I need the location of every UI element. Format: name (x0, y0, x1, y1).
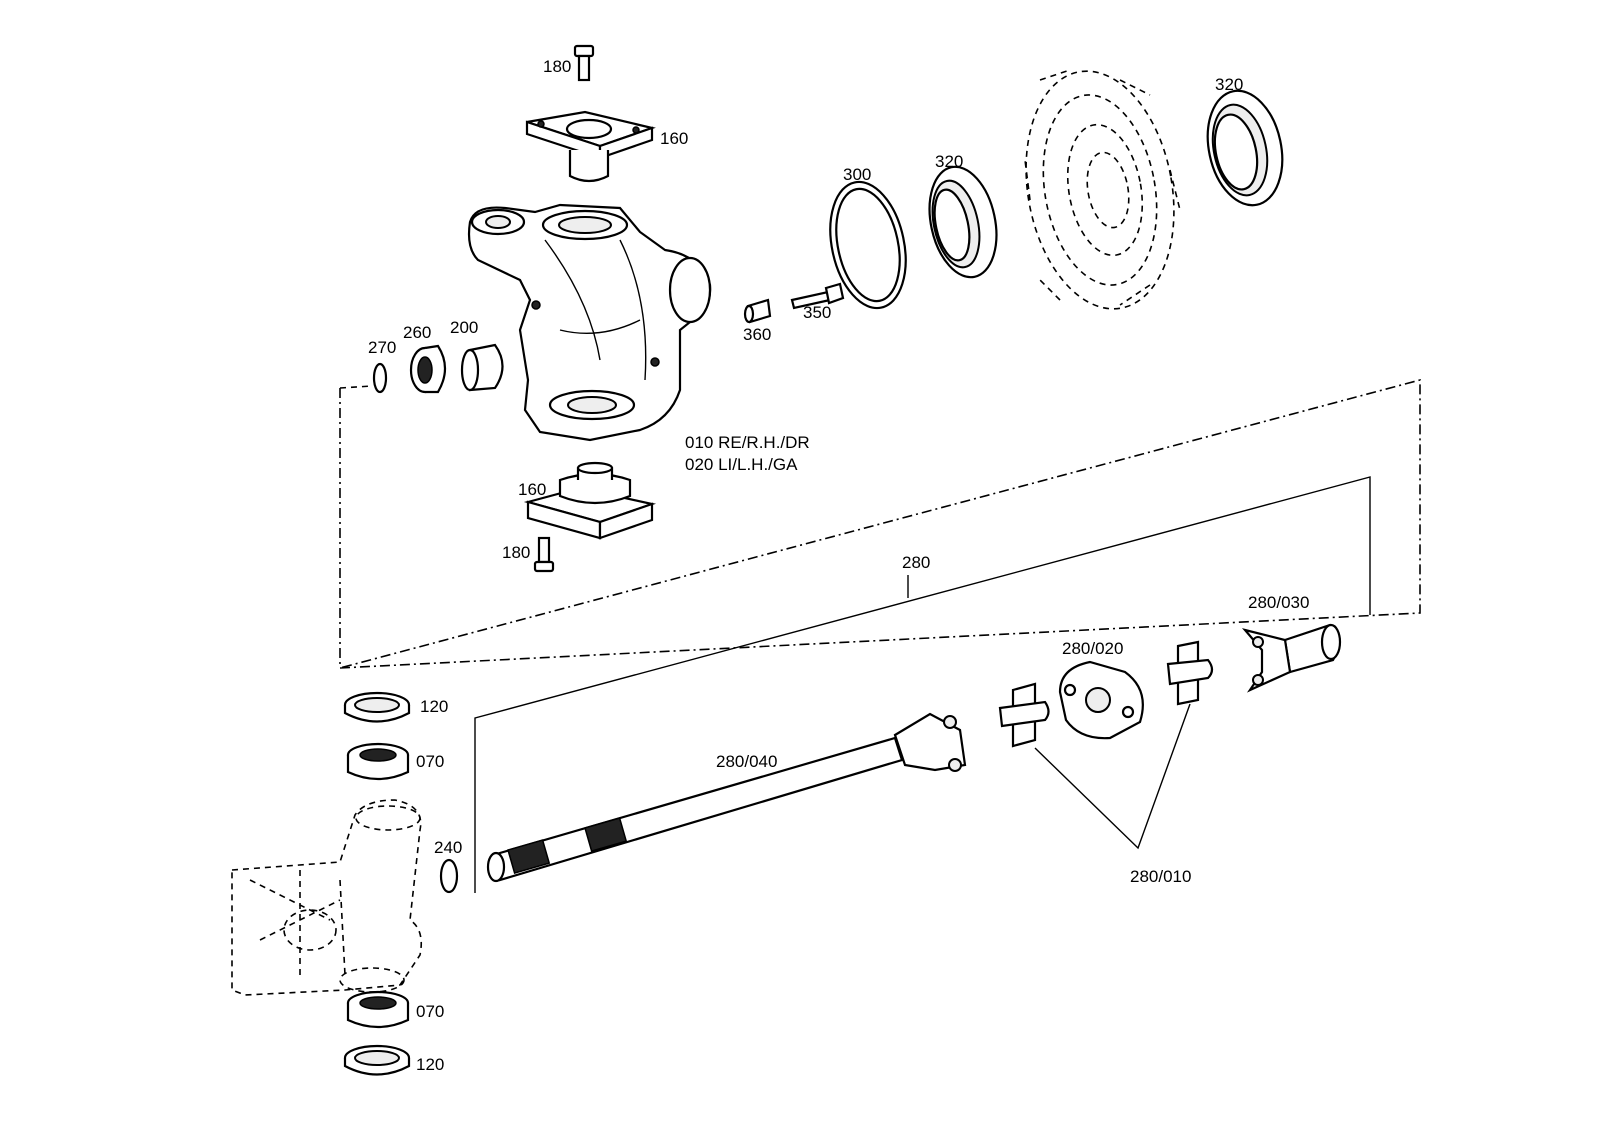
label-180-lower: 180 (502, 543, 531, 562)
label-240: 240 (434, 838, 463, 857)
seal-320-middle (920, 161, 1006, 284)
label-070-lower: 070 (416, 1002, 445, 1021)
ring-120-upper (345, 693, 409, 722)
label-160-lower: 160 (518, 480, 547, 499)
assembly-dashed-outline (340, 380, 1420, 668)
label-280-020: 280/020 (1062, 639, 1124, 658)
cross-spider-right (1168, 642, 1212, 704)
bearing-070-upper (348, 744, 408, 779)
steering-knuckle (469, 205, 710, 440)
label-070-upper: 070 (416, 752, 445, 771)
bolt-180-upper (575, 46, 593, 80)
yoke-280-030 (1245, 625, 1340, 690)
seal-320-right (1198, 84, 1293, 212)
circlip-240 (441, 860, 457, 892)
bushing-200 (462, 345, 503, 390)
seal-260 (411, 346, 445, 392)
center-yoke-280-020 (1060, 662, 1143, 738)
label-variant-010: 010 RE/R.H./DR (685, 433, 810, 452)
label-350: 350 (803, 303, 832, 322)
label-160-upper: 160 (660, 129, 689, 148)
label-320-middle: 320 (935, 152, 964, 171)
label-280-040: 280/040 (716, 752, 778, 771)
label-180-upper: 180 (543, 57, 572, 76)
label-360: 360 (743, 325, 772, 344)
bolt-180-lower (535, 538, 553, 571)
label-280-010: 280/010 (1130, 867, 1192, 886)
leader-270-dashed (340, 386, 372, 388)
cross-spider-left (1000, 684, 1049, 746)
label-280-030: 280/030 (1248, 593, 1310, 612)
axle-housing-dashed (232, 800, 421, 995)
ring-120-lower (345, 1046, 409, 1075)
flange-160-lower (528, 463, 652, 538)
bearing-070-lower (348, 992, 408, 1027)
label-300: 300 (843, 165, 872, 184)
label-200: 200 (450, 318, 479, 337)
axle-shaft-280-040 (488, 714, 965, 881)
label-120-upper: 120 (420, 697, 449, 716)
label-280: 280 (902, 553, 931, 572)
label-120-lower: 120 (416, 1055, 445, 1074)
label-320-right: 320 (1215, 75, 1244, 94)
label-260: 260 (403, 323, 432, 342)
circlip-270 (374, 364, 386, 392)
label-variant-020: 020 LI/L.H./GA (685, 455, 798, 474)
flange-160-upper (527, 112, 652, 181)
label-270: 270 (368, 338, 397, 357)
pin-360 (745, 300, 770, 322)
wheel-hub-dashed (1008, 59, 1191, 320)
